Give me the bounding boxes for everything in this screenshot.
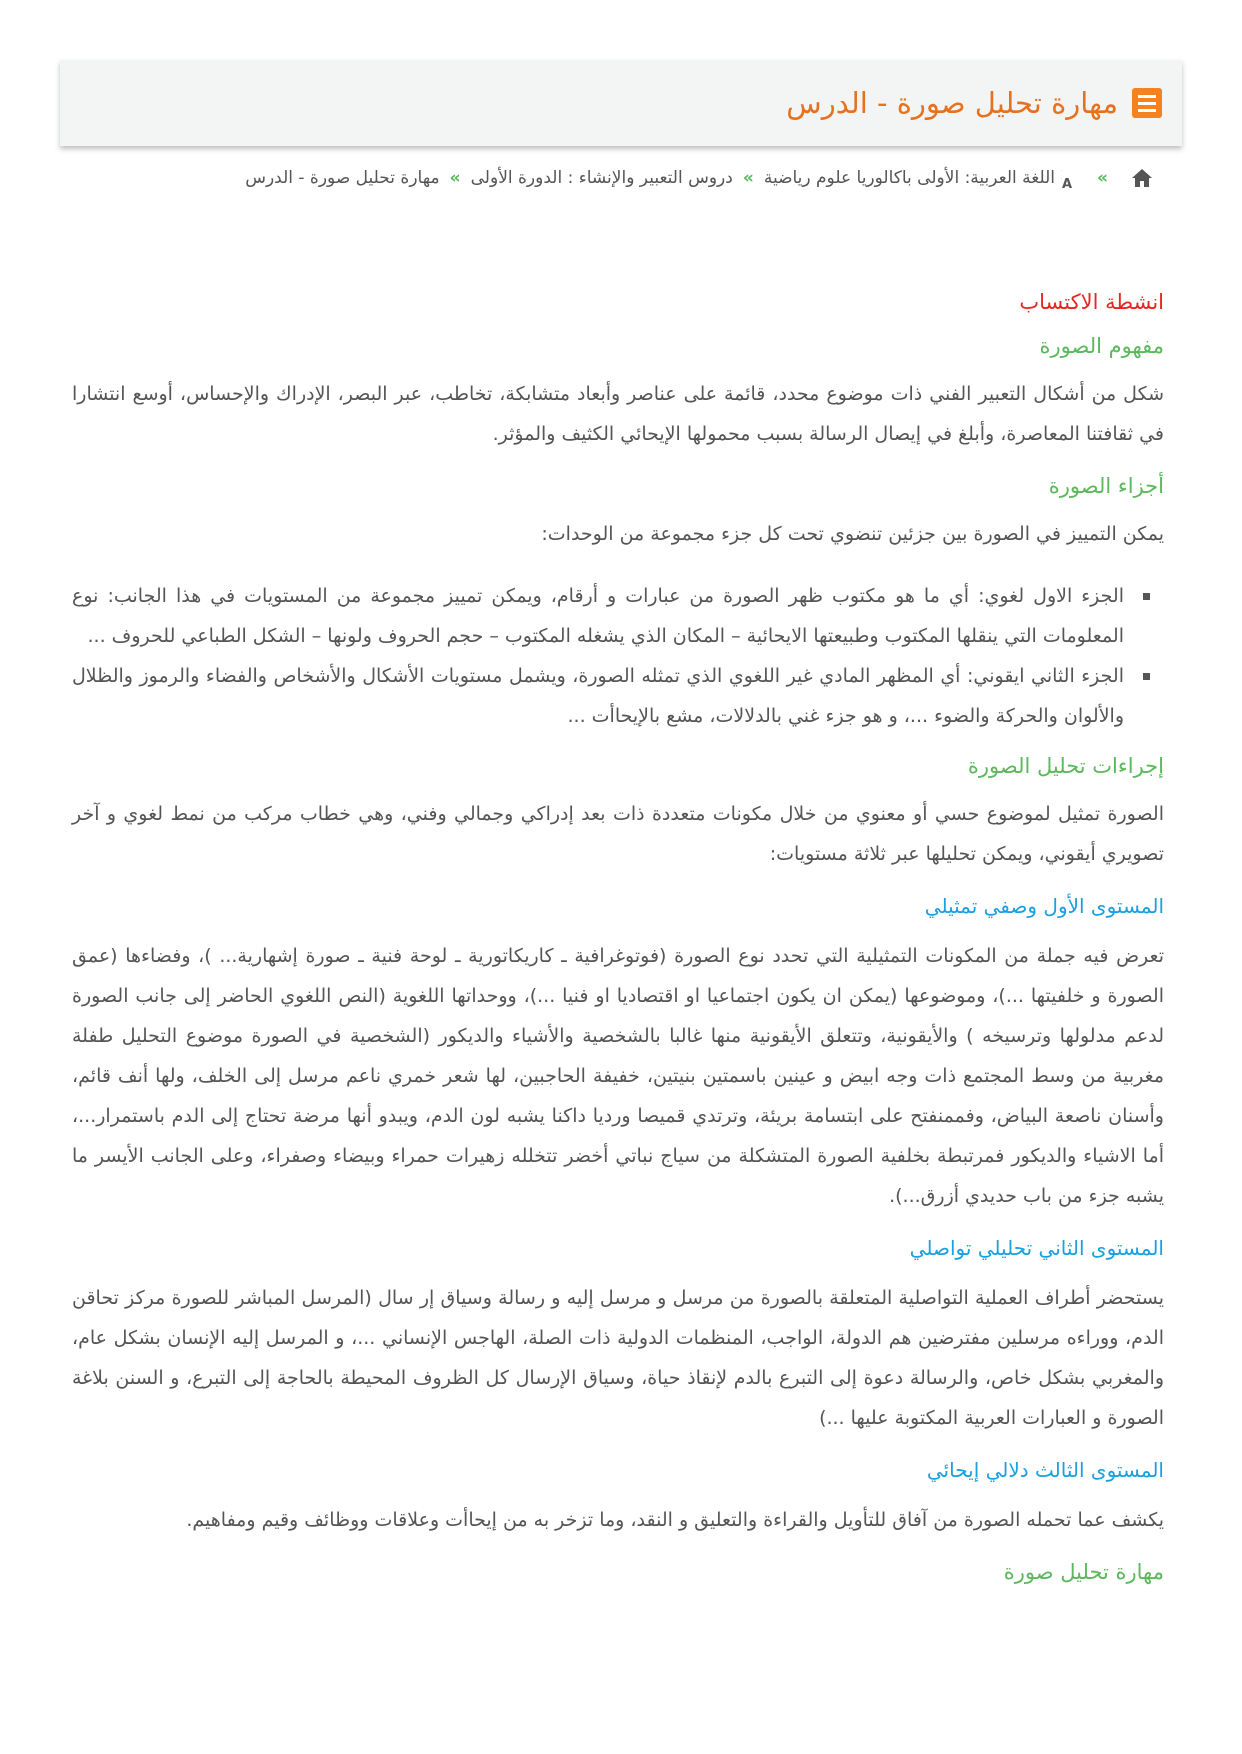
list-item: الجزء الثاني ايقوني: أي المظهر المادي غير اللغوي الذي تمثله الصورة، ويشمل مستويات الأشكال والأشخاص والفضاء والرموز والظلال والألوان والحركة والضوء ...، و هو جزء غني بالدلالات، مشع بالإيحاأت ...	[72, 656, 1124, 736]
level1-title: المستوى الأول وصفي تمثيلي	[924, 894, 1164, 918]
breadcrumb-separator: »	[449, 168, 461, 188]
breadcrumb-link-subject[interactable]: اللغة العربية: الأولى باكالوريا علوم رياضية	[763, 168, 1056, 188]
breadcrumb-separator: »	[742, 168, 754, 188]
home-icon[interactable]	[1130, 167, 1154, 189]
breadcrumb	[60, 166, 1154, 190]
page-header	[60, 60, 1182, 146]
breadcrumb-separator: »	[1097, 168, 1108, 188]
parts-list	[72, 576, 1164, 736]
parts-intro: يمكن التمييز في الصورة بين جزئين تنضوي تحت كل جزء مجموعة من الوحدات:	[541, 523, 1164, 545]
breadcrumb-link-lessons[interactable]: دروس التعبير والإنشاء : الدورة الأولى	[470, 168, 733, 188]
level2-title: المستوى الثاني تحليلي تواصلي	[909, 1236, 1164, 1260]
skill-title: مهارة تحليل صورة	[1003, 1560, 1164, 1584]
procedures-title: إجراءات تحليل الصورة	[967, 754, 1164, 778]
parts-title: أجزاء الصورة	[1048, 474, 1164, 498]
level1-text: تعرض فيه جملة من المكونات التمثيلية التي تحدد نوع الصورة (فوتوغرافية ـ كاريكاتورية ـ لوحة فنية ـ صورة إشهارية... )، وفضاءها (عمق الصورة و خلفيتها ...)، وموضوعها (يمكن ان يكون اجتماعيا او اقتصاديا او فنيا ...)، ووحداتها اللغوية (النص اللغوي الحاضر إلى جانب الصورة لدعم مدلولها وترسيخه ) والأيقونية، وتتعلق الأيقونية منها غالبا بالشخصية والأشياء والديكور (الشخصية في الصورة موضوع التحليل طفلة مغربية من وسط المجتمع ذات وجه ابيض و عينين باسمتين بنيتين، خفيفة الحاجبين، لها شعر خمري ناعم مرسل إلى الخلف، ولها أنف قائم، وأسنان ناصعة البياض، وفممنفتح على ابتسامة بريئة، وترتدي قميصا ورديا داكنا يشبه لون الدم، ويبدو أنها مرضة تحتاج إلى الدم باستمرار...، أما الاشياء والديكور فمرتبطة بخلفية الصورة المتشكلة من سياج نباتي أخضر تتخلله زهيرات حمراء وبيضاء وصفراء، وعلى الجانب الأيسر ما يشبه جزء من باب حديدي أزرق...).	[72, 945, 1164, 1207]
translate-icon	[1061, 166, 1087, 190]
activities-title: انشطة الاكتساب	[1019, 290, 1164, 314]
document-icon	[1132, 88, 1162, 118]
concept-text: شكل من أشكال التعبير الفني ذات موضوع محدد، قائمة على عناصر وأبعاد متشابكة، تخاطب، عبر البصر، الإدراك والإحساس، أوسع انتشارا في ثقافتنا المعاصرة، وأبلغ في إيصال الرسالة بسبب محمولها الإيحائي الكثيف والمؤثر.	[72, 383, 1164, 445]
lesson-content	[72, 290, 1164, 1600]
svg-text:A: A	[1061, 177, 1073, 190]
list-item: الجزء الاول لغوي: أي ما هو مكتوب ظهر الصورة من عبارات و أرقام، ويمكن تمييز مجموعة من المستويات في هذا الجانب: نوع المعلومات التي ينقلها المكتوب وطبيعتها الايحائية – المكان الذي يشغله المكتوب – حجم الحروف ولونها – الشكل الطباعي للحروف ...	[72, 576, 1124, 656]
page-title: مهارة تحليل صورة - الدرس	[786, 86, 1118, 120]
concept-title: مفهوم الصورة	[1039, 334, 1164, 358]
level3-title: المستوى الثالث دلالي إيحائي	[926, 1458, 1164, 1482]
level3-text: يكشف عما تحمله الصورة من آفاق للتأويل والقراءة والتعليق و النقد، وما تزخر به من إيحاأت وعلاقات ووظائف وقيم ومفاهيم.	[186, 1509, 1164, 1531]
procedures-text: الصورة تمثيل لموضوع حسي أو معنوي من خلال مكونات متعددة ذات بعد إدراكي وجمالي وفني، وهي خطاب مركب من نمط لغوي و آخر تصويري أيقوني، ويمكن تحليلها عبر ثلاثة مستويات:	[72, 803, 1164, 865]
breadcrumb-current: مهارة تحليل صورة - الدرس	[245, 168, 440, 188]
level2-text: يستحضر أطراف العملية التواصلية المتعلقة بالصورة من مرسل و مرسل إليه و رسالة وسياق إر سال (المرسل المباشر للصورة مركز تحاقن الدم، ووراءه مرسلين مفترضين هم الدولة، الواجب، المنظمات الدولية ذات الصلة، الهاجس الإنساني ...، و المرسل إليه الإنسان بشكل عام، والمغربي بشكل خاص، والرسالة دعوة إلى التبرع بالدم لإنقاذ حياة، وسياق الإرسال كل الظروف المحيطة بالحاجة إلى التبرع، و السنن بلاغة الصورة و العبارات العربية المكتوبة عليها ...)	[72, 1287, 1164, 1429]
